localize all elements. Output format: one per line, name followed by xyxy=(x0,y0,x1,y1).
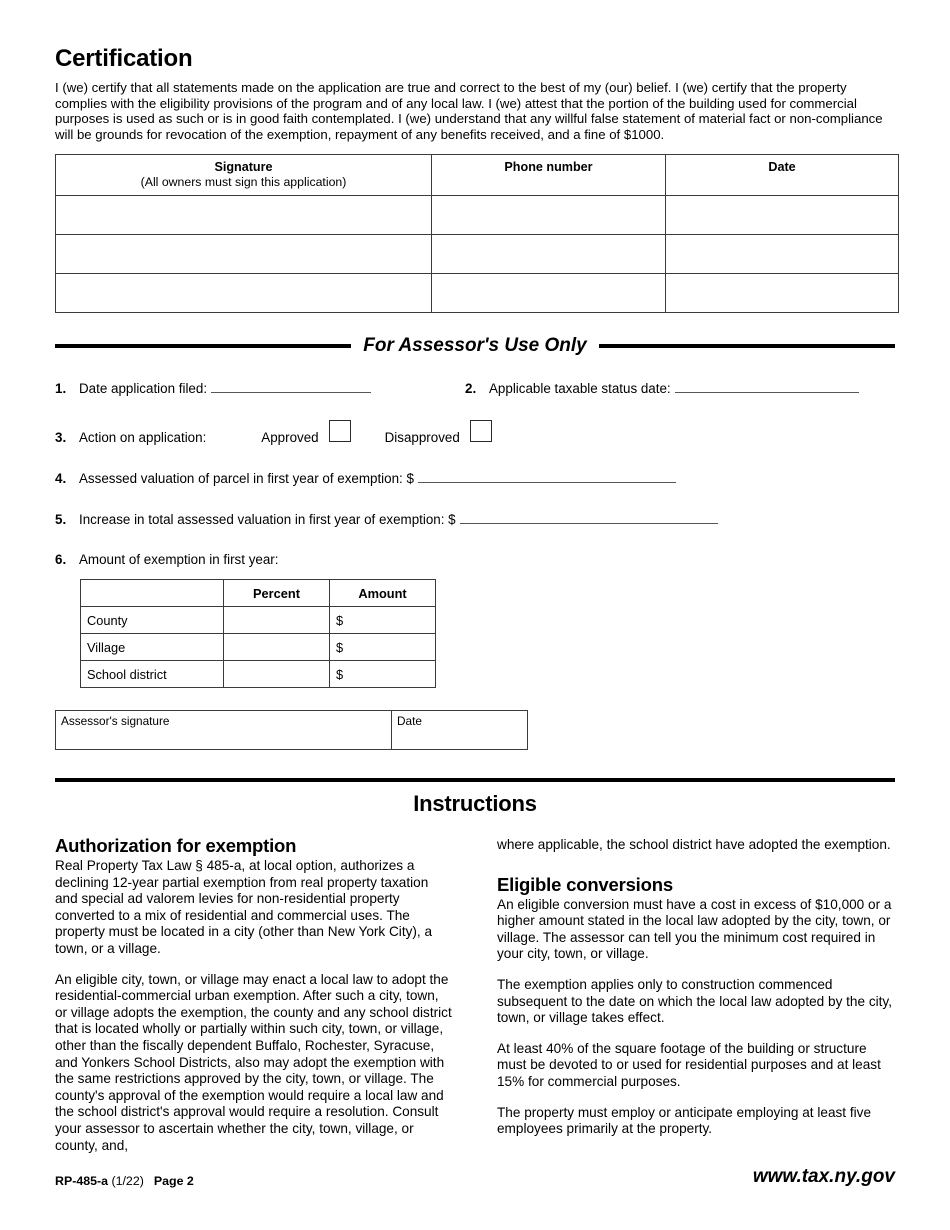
table-row xyxy=(56,235,899,274)
footer-version: (1/22) xyxy=(108,1174,144,1188)
date-field[interactable] xyxy=(666,196,899,235)
authorization-paragraph-continued: where applicable, the school district have adopted the exemption. xyxy=(497,837,891,853)
authorization-paragraph-1: Real Property Tax Law § 485-a, at local option, authorizes a declining 12-year partial exemption from real property taxation and special ad valorem levies for non-residential property converted to a mix of residential and commercial uses. The property must be located in a city (other than New York City), a town, or a village. xyxy=(55,858,433,956)
phone-field[interactable] xyxy=(432,235,666,274)
certification-paragraph: I (we) certify that all statements made on the application are true and correct to the best of my (our) belief. I (we) certify that the property complies with the eligibility provisions of the program and of any local law. I (we) attest that the portion of the building used for commercial purposes is used as such or is in good faith contemplated. I (we) understand that any willful false statement of material fact or non-compliance will be grounds for revocation of the exemption, repayment of any benefits received, and a fine of $1000. xyxy=(55,80,883,142)
item-label: Assessed valuation of parcel in first year of exemption: $ xyxy=(79,471,414,487)
phone-field[interactable] xyxy=(432,196,666,235)
eligible-conversions-paragraph-3: At least 40% of the square footage of the building or structure must be devoted to or used for residential purposes and at least 15% for commercial purposes. xyxy=(497,1040,881,1089)
item-label: Amount of exemption in first year: xyxy=(79,552,279,568)
divider-rule-right xyxy=(599,344,895,348)
applicable-taxable-status-date-input[interactable] xyxy=(675,380,859,393)
exemption-amount-table xyxy=(80,579,436,688)
footer-page-number: Page 2 xyxy=(153,1174,194,1188)
disapproved-checkbox[interactable] xyxy=(470,420,492,442)
table-row xyxy=(81,661,436,688)
signature-header-label: Signature xyxy=(214,160,273,175)
table-row xyxy=(81,607,436,634)
footer-website: www.tax.ny.gov xyxy=(752,1166,895,1187)
column-header-signature xyxy=(56,155,432,196)
approved-label: Approved xyxy=(261,430,319,446)
instructions-heading: Instructions xyxy=(413,791,537,817)
item-label: Date application filed: xyxy=(79,381,208,397)
table-row xyxy=(56,274,899,313)
item-number: 2. xyxy=(465,381,477,397)
table-row xyxy=(56,711,528,750)
signature-field[interactable] xyxy=(56,274,432,313)
eligible-conversions-paragraph-2: The exemption applies only to construction commenced subsequent to the date on which the local law adopted by the city, town, or village takes effect. xyxy=(497,976,892,1026)
column-header-blank xyxy=(81,580,224,607)
increase-assessed-valuation-input[interactable] xyxy=(460,511,718,524)
assessor-date-field[interactable]: Date xyxy=(392,711,528,750)
assessor-item-6 xyxy=(55,552,895,567)
signature-header-sublabel: (All owners must sign this application) xyxy=(140,175,347,190)
item-number: 6. xyxy=(55,552,67,568)
column-header-date: Date xyxy=(666,155,899,196)
assessor-item-3 xyxy=(55,420,895,445)
eligible-conversions-section-heading: Eligible conversions xyxy=(497,873,673,895)
divider-rule-left xyxy=(55,344,351,348)
footer-form-info xyxy=(55,1174,194,1188)
eligible-conversions-paragraph-1: An eligible conversion must have a cost in excess of $10,000 or a higher amount stated in the local law adopted by the city, town, or village. The assessor can tell you the minimum cost required in your city, town, or village. xyxy=(497,896,892,962)
instructions-right-column xyxy=(497,835,895,1154)
instructions-columns xyxy=(55,835,895,1154)
assessor-item-2 xyxy=(465,380,859,396)
authorization-section-heading: Authorization for exemption xyxy=(55,835,297,857)
authorization-paragraph-2: An eligible city, town, or village may enact a local law to adopt the residential-commercial urban exemption. After such a city, town, or village adopts the exemption, the county and any school district that is located wholly or partially within such city, town, or village, other than the fiscally dependent Buffalo, Rochester, Syracuse, and Yonkers School Districts, also may adopt the exemption with the same restrictions approved by the city, town, or village. The county's approval of the exemption would require a local law and the school district's approval would require a resolution. Consult your assessor to ascertain whether the city, town, village, or county, and, xyxy=(55,971,452,1153)
assessed-valuation-input[interactable] xyxy=(418,470,676,483)
assessor-signature-field[interactable]: Assessor's signature xyxy=(56,711,392,750)
assessor-section-divider xyxy=(55,335,895,357)
row-label-village: Village xyxy=(81,634,224,661)
school-district-percent-input[interactable] xyxy=(224,661,330,688)
date-field[interactable] xyxy=(666,274,899,313)
phone-field[interactable] xyxy=(432,274,666,313)
item-number: 3. xyxy=(55,430,67,446)
county-percent-input[interactable] xyxy=(224,607,330,634)
item-label: Action on application: xyxy=(79,430,207,446)
assessor-item-1 xyxy=(55,380,465,396)
table-header-row xyxy=(81,580,436,607)
table-row xyxy=(81,634,436,661)
instructions-rule xyxy=(55,778,895,782)
assessor-items-1-2-row xyxy=(55,380,895,396)
column-header-phone: Phone number xyxy=(432,155,666,196)
column-header-percent: Percent xyxy=(224,580,330,607)
table-header-row xyxy=(56,155,899,196)
assessor-signature-box xyxy=(55,710,528,750)
row-label-school-district: School district xyxy=(81,661,224,688)
approved-checkbox[interactable] xyxy=(329,420,351,442)
item-label: Increase in total assessed valuation in first year of exemption: $ xyxy=(79,512,456,528)
school-district-amount-input[interactable]: $ xyxy=(330,661,436,688)
item-number: 1. xyxy=(55,381,67,397)
signature-field[interactable] xyxy=(56,235,432,274)
assessor-item-4 xyxy=(55,470,895,486)
item-label: Applicable taxable status date: xyxy=(489,381,671,397)
item-number: 5. xyxy=(55,512,67,528)
assessor-item-5 xyxy=(55,511,895,527)
row-label-county: County xyxy=(81,607,224,634)
footer-form-id: RP-485-a xyxy=(55,1174,109,1188)
disapproved-label: Disapproved xyxy=(384,430,460,446)
page-footer xyxy=(55,1166,895,1188)
date-application-filed-input[interactable] xyxy=(211,380,371,393)
table-row xyxy=(56,196,899,235)
date-field[interactable] xyxy=(666,235,899,274)
signature-field[interactable] xyxy=(56,196,432,235)
village-amount-input[interactable]: $ xyxy=(330,634,436,661)
certification-heading: Certification xyxy=(55,45,193,72)
county-amount-input[interactable]: $ xyxy=(330,607,436,634)
signature-table xyxy=(55,154,899,313)
village-percent-input[interactable] xyxy=(224,634,330,661)
item-number: 4. xyxy=(55,471,67,487)
instructions-left-column xyxy=(55,835,453,1154)
column-header-amount: Amount xyxy=(330,580,436,607)
assessor-section-title: For Assessor's Use Only xyxy=(363,335,587,357)
eligible-conversions-paragraph-4: The property must employ or anticipate employing at least five employees primarily at the property. xyxy=(497,1104,872,1137)
